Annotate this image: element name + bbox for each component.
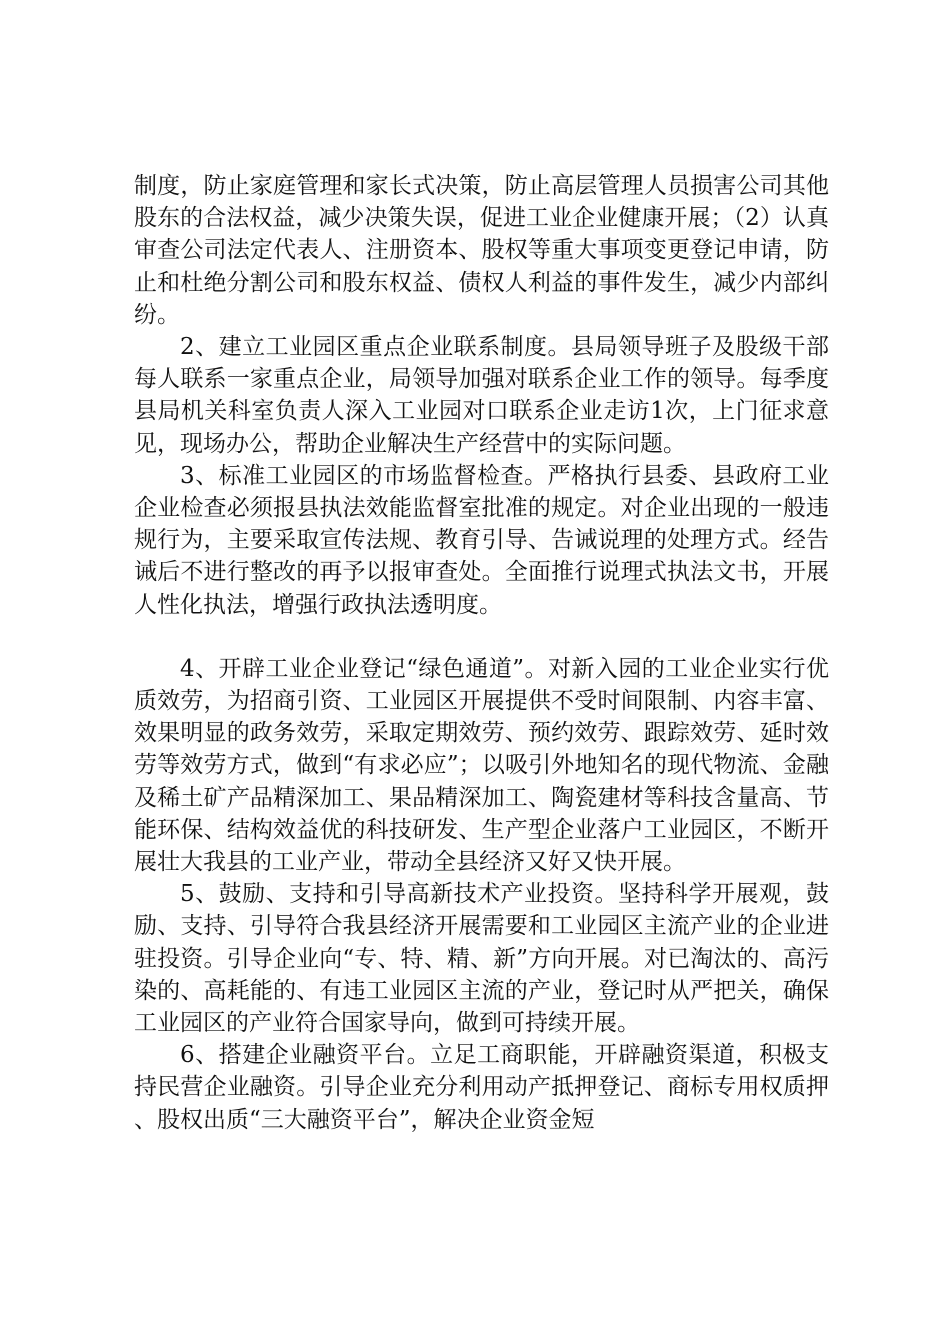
paragraph-item-5: 5、鼓励、支持和引导高新技术产业投资。坚持科学开展观，鼓励、支持、引导符合我县经济开展需要和工业园区主流产业的企业进驻投资。引导企业向“专、特、精、新”方向开展。对已淘汰的、高污染的、高耗能的、有违工业园区主流的产业，登记时从严把关，确保工业园区的产业符合国家导向，做到可持续开展。 — [134, 881, 829, 1037]
paragraph-item-6: 6、搭建企业融资平台。立足工商职能，开辟融资渠道，积极支持民营企业融资。引导企业充分利用动产抵押登记、商标专用权质押、股权出质“三大融资平台”，解决企业资金短 — [134, 1042, 829, 1133]
paragraph-continuation: 制度，防止家庭管理和家长式决策，防止高层管理人员损害公司其他股东的合法权益，减少决策失误，促进工业企业健康开展；（2）认真审查公司法定代表人、注册资本、股权等重大事项变更登记申请，防止和杜绝分割公司和股东权益、债权人利益的事件发生，减少内部纠纷。 — [134, 173, 829, 328]
paragraph-item-2: 2、建立工业园区重点企业联系制度。县局领导班子及股级干部每人联系一家重点企业，局领导加强对联系企业工作的领导。每季度县局机关科室负责人深入工业园对口联系企业走访1次，上门征求意见，现场办公，帮助企业解决生产经营中的实际问题。 — [134, 334, 829, 457]
document-page — [134, 170, 829, 1136]
paragraph-item-4: 4、开辟工业企业登记“绿色通道”。对新入园的工业企业实行优质效劳，为招商引资、工业园区开展提供不受时间限制、内容丰富、效果明显的政务效劳，采取定期效劳、预约效劳、跟踪效劳、延时效劳等效劳方式，做到“有求必应”；以吸引外地知名的现代物流、金融及稀土矿产品精深加工、果品精深加工、陶瓷建材等科技含量高、节能环保、结构效益优的科技研发、生产型企业落户工业园区，不断开展壮大我县的工业产业，带动全县经济又好又快开展。 — [134, 655, 829, 876]
paragraph-item-3: 3、标准工业园区的市场监督检查。严格执行县委、县政府工业企业检查必须报县执法效能监督室批准的规定。对企业出现的一般违规行为，主要采取宣传法规、教育引导、告诫说理的处理方式。经告诫后不进行整改的再予以报审查处。全面推行说理式执法文书，开展人性化执法，增强行政执法透明度。 — [134, 462, 829, 618]
